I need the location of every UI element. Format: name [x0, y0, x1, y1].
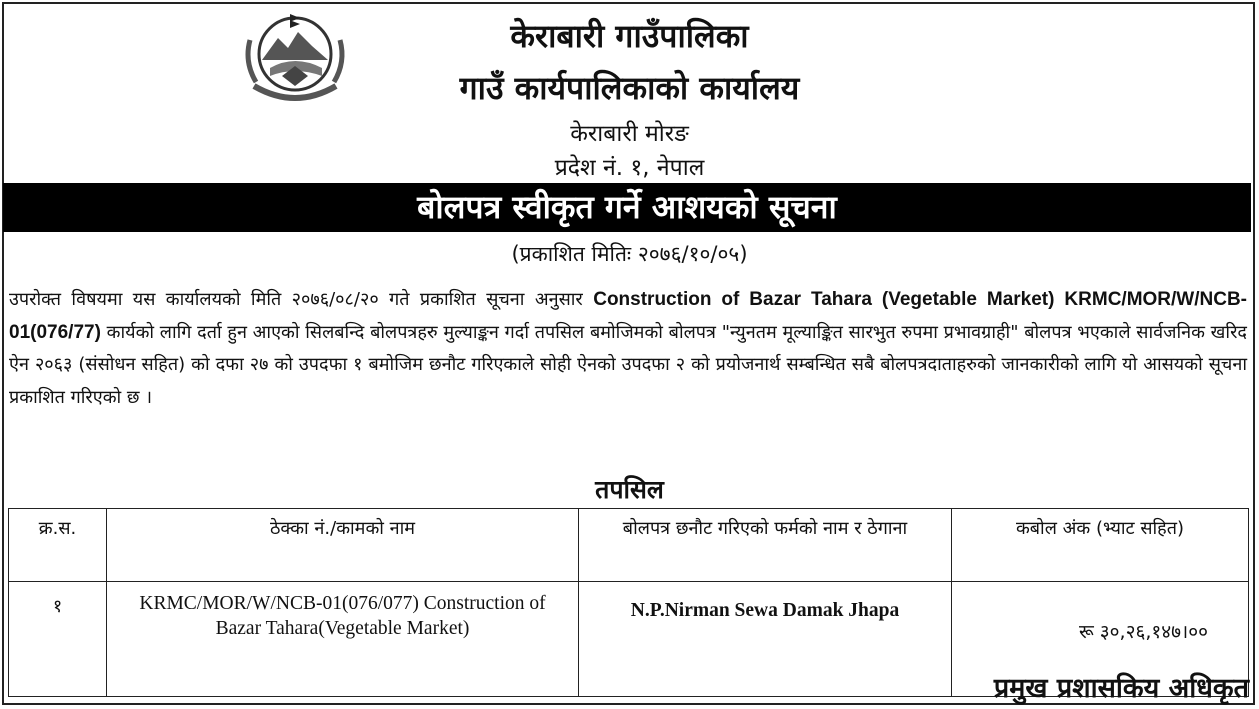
- signature-title: प्रमुख प्रशासकिय अधिकृत: [993, 673, 1249, 704]
- notice-body: [9, 284, 1247, 414]
- province-line: प्रदेश नं. १, नेपाल: [554, 155, 705, 181]
- published-date: (प्रकाशित मितिः २०७६/१०/०५): [511, 242, 748, 266]
- cell-serial: १: [9, 582, 107, 697]
- notice-title-banner: बोलपत्र स्वीकृत गर्ने आशयको सूचना: [3, 183, 1251, 232]
- body-rest: कार्यको लागि दर्ता हुन आएको सिलबन्दि बोलपत्रहरु मुल्याङ्कन गर्दा तपसिल बमोजिमको बोलपत्र "न्युनतम मूल्याङ्कित सारभुत रुपमा प्रभावग्राही" बोलपत्र भएकाले सार्वजनिक खरिद ऐन २०६३ (संसोधन सहित) को दफा २७ को उपदफा १ बमोजिम छनौट गरिएकाले सोही ऐनको उपदफा २ को प्रयोजनार्थ सम्बन्धित सबै बोलपत्रदाताहरुको जानकारीको लागि यो आसयको सूचना प्रकाशित गरिएको छ ।: [9, 321, 1247, 408]
- table-header-row: [9, 509, 1249, 582]
- cell-amount: रू ३०,२६,१४७।००: [952, 582, 1249, 697]
- header-amount: कबोल अंक (भ्याट सहित): [952, 509, 1249, 582]
- header-serial: क्र.स.: [9, 509, 107, 582]
- body-project-title: Construction of Bazar Tahara (Vegetable Market) KRMC/MOR/W/NCB-01(076/77): [9, 289, 1247, 343]
- header-contract: ठेक्का नं./कामको नाम: [107, 509, 579, 582]
- table-title: तपसिल: [595, 475, 664, 504]
- office-name: गाउँ कार्यपालिकाको कार्यालय: [459, 69, 800, 107]
- municipality-name: केराबारी गाउँपालिका: [510, 17, 749, 55]
- cell-contract: KRMC/MOR/W/NCB-01(076/077) Construction of Bazar Tahara(Vegetable Market): [107, 582, 579, 697]
- cell-firm: N.P.Nirman Sewa Damak Jhapa: [579, 582, 952, 697]
- body-intro: उपरोक्त विषयमा यस कार्यालयको मिति २०७६/०८/२० गते प्रकाशित सूचना अनुसार: [9, 289, 583, 310]
- header-firm: बोलपत्र छनौट गरिएको फर्मको नाम र ठेगाना: [579, 509, 952, 582]
- office-location: केराबारी मोरङ: [570, 121, 689, 147]
